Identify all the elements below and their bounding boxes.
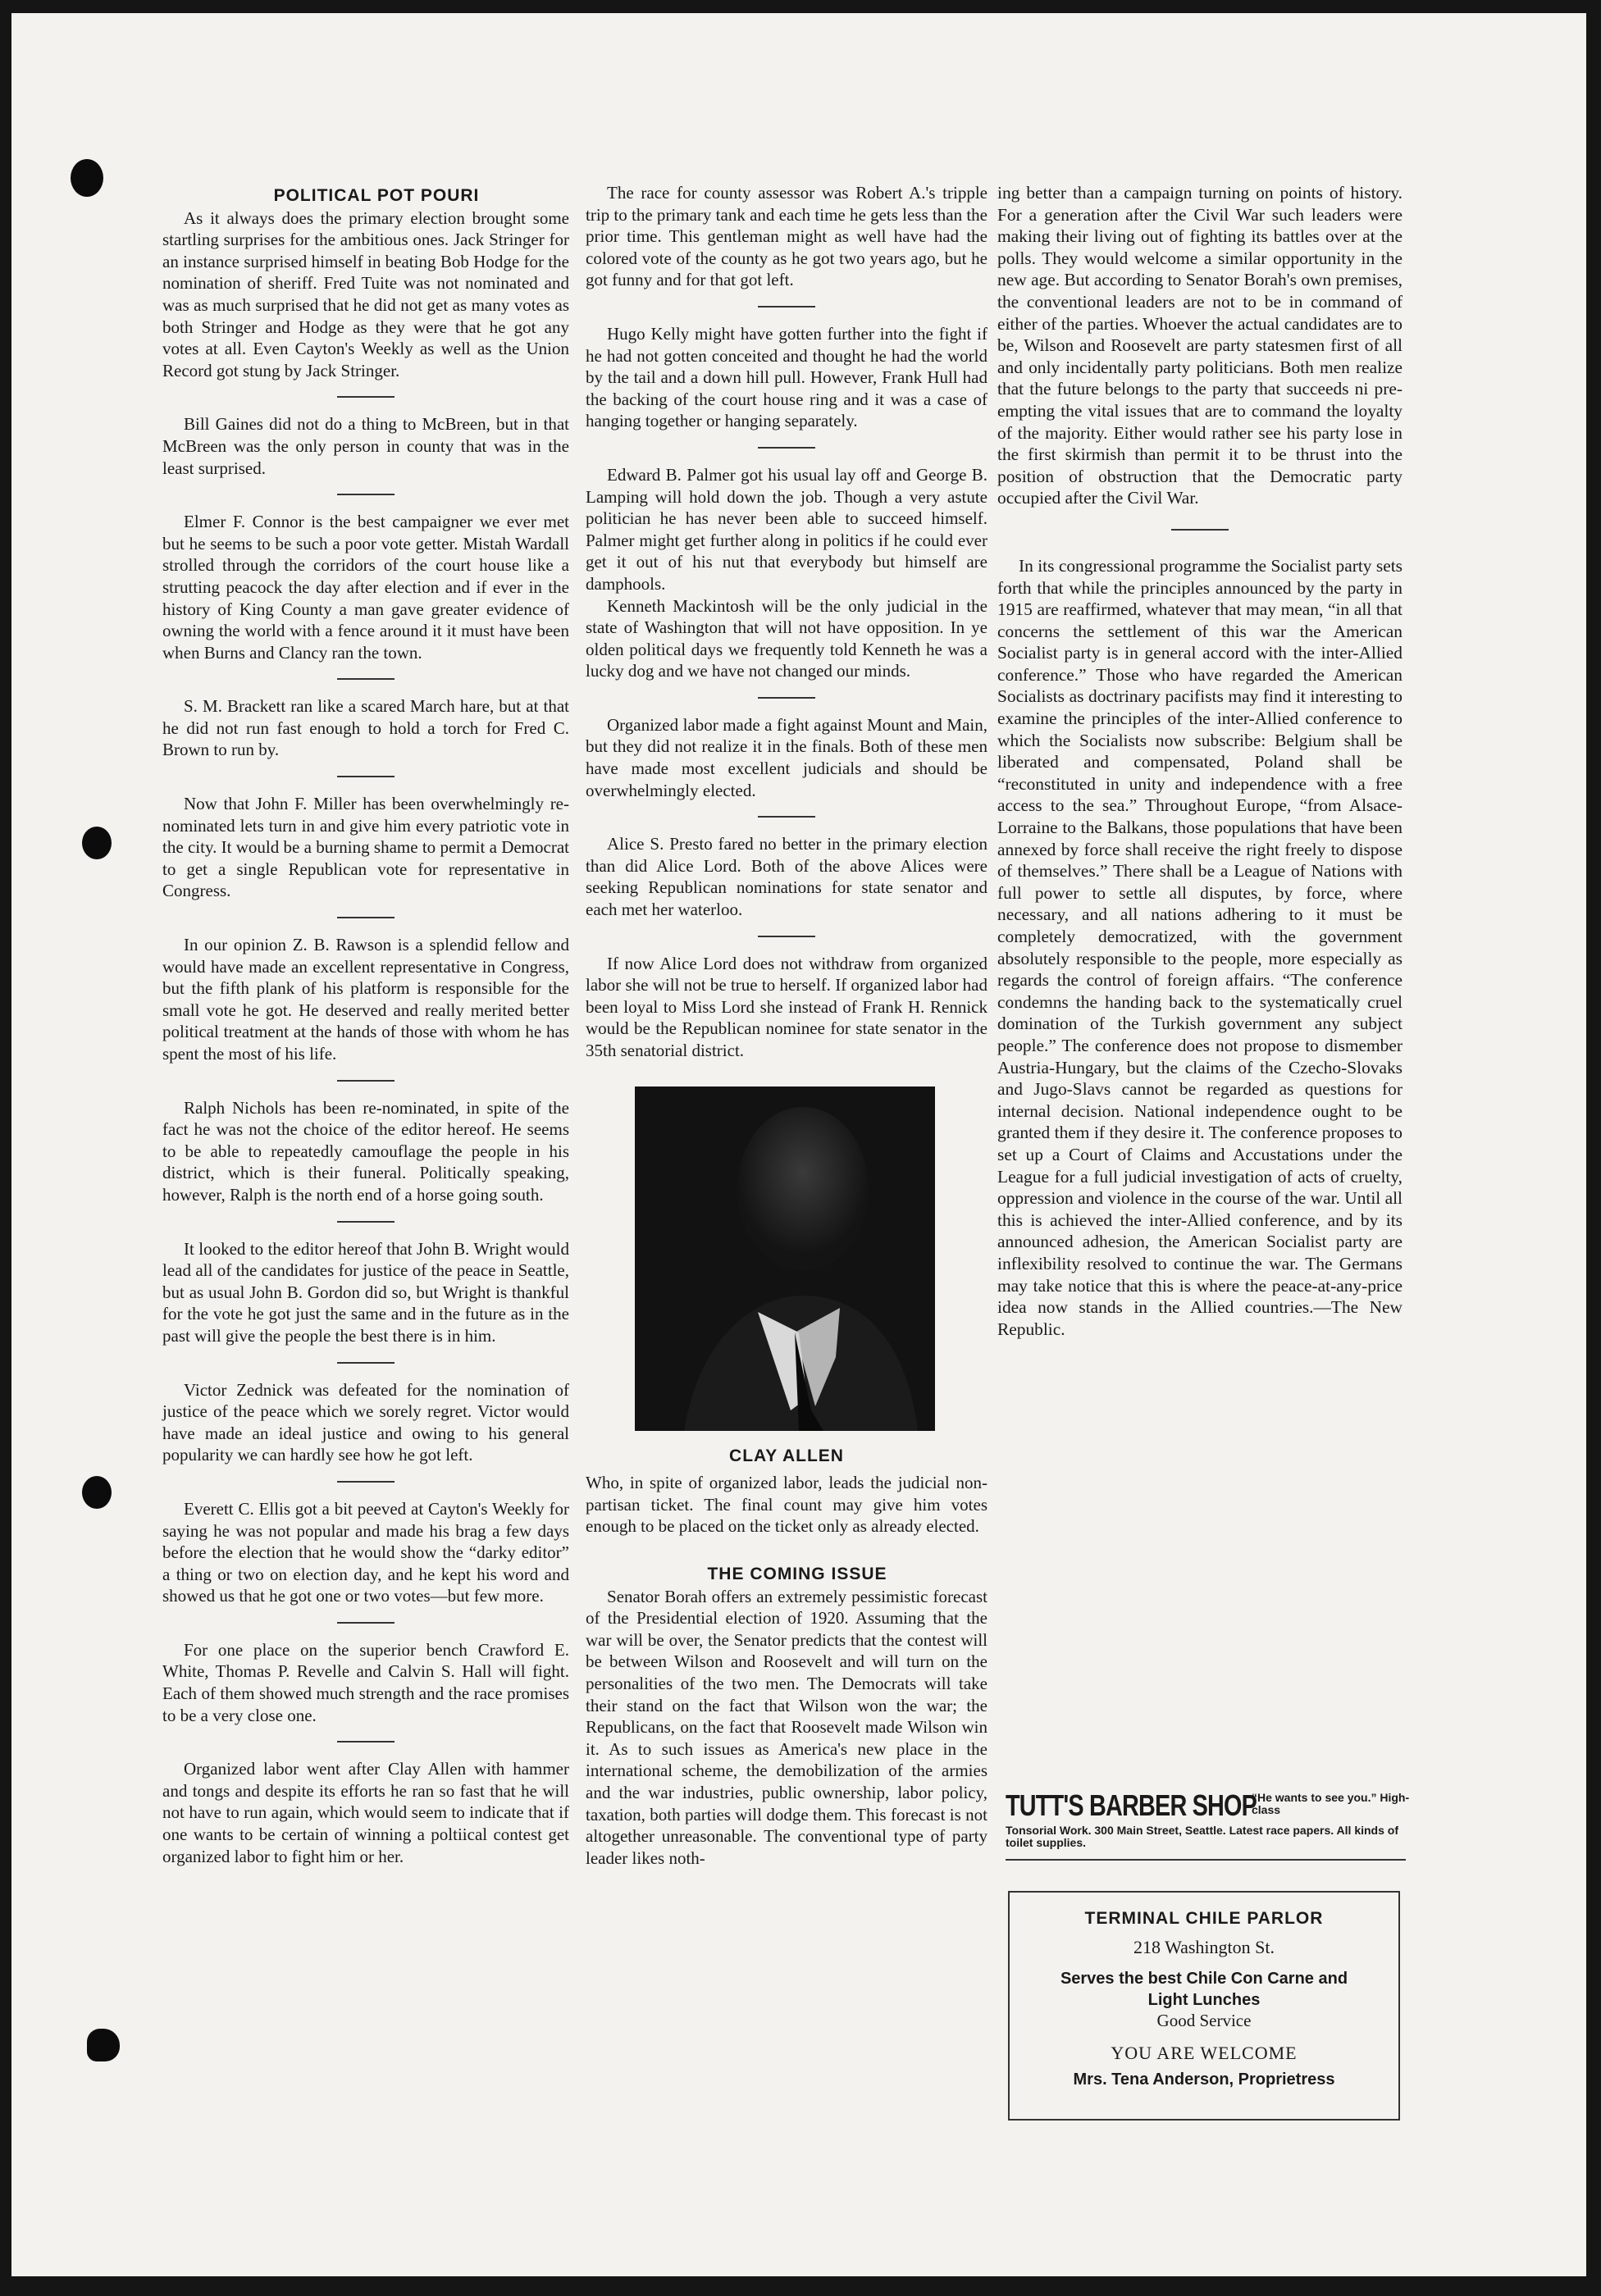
divider-rule bbox=[758, 306, 815, 308]
divider-rule bbox=[337, 776, 395, 777]
divider-rule bbox=[758, 816, 815, 818]
divider-rule bbox=[337, 678, 395, 680]
photo-caption-text: Who, in spite of organized labor, leads the judicial non-partisan ticket. The final count may give him votes enough to be placed on the ticket only as already elected. bbox=[586, 1473, 988, 1537]
chile-parlor-welcome: YOU ARE WELCOME bbox=[1111, 2043, 1298, 2063]
newspaper-page bbox=[11, 13, 1586, 2276]
chile-parlor-address: 218 Washington St. bbox=[1133, 1937, 1275, 1957]
divider-rule bbox=[337, 1741, 395, 1742]
divider-rule bbox=[758, 936, 815, 937]
paragraph: Ralph Nichols has been re-nominated, in spite of the fact he was not the choice of the editor hereof. He seems to be able to repeatedly camouflage the people in his district, which is their funeral. Politically speaking, however, Ralph is the north end of a horse going south. bbox=[162, 1097, 569, 1205]
paragraph: Hugo Kelly might have gotten further into the fight if he had not gotten conceited and thought he had the world by the tail and a down hill pull. However, Frank Hull had the backing of the court house ring and it was a case of hanging together or hanging separately. bbox=[586, 323, 988, 431]
paragraph: Senator Borah offers an extremely pessimistic forecast of the Presidential election of 1920. Assuming that the war will be over, the Senator predicts that the contest will be between Wilson and Roosevelt and will turn on the personalities of the two men. The Democrats will take their stand on the fact that Wilson won the war; the Republicans, on the fact that Roosevelt made Wilson win it. As to such issues as America's new place in the international scheme, the demobilization of the armies and the war industries, public ownership, labor policy, taxation, both parties will dodge them. This forecast is not altogether unreasonable. The conventional type of party leader likes noth- bbox=[586, 1586, 988, 1868]
chile-parlor-line3: Good Service bbox=[1156, 2011, 1252, 2030]
paragraph: In its congressional programme the Socialist party sets forth that while the principles announced by the party in 1915 are reaffirmed, whatever that may mean, “in all that concerns the settlement of this war the American Socialist party is in general accord with the inter-Allied conference.” Those who have regarded the American Socialists as doctrinary pacifists may find it interesting to examine the principles of the inter-Allied conference to which the Socialists now subscribe: Belgium shall be liberated and compensated, Poland shall be “reconstituted in unity and independence with a free access to the sea.” Throughout Europe, “from Alsace-Lorraine to the Balkans, those populations that have been annexed by force shall receive the right freely to dispose of themselves.” There shall be a League of Nations with full power to settle all disputes, by force, where necessary, and all nations adhering to it must be completely democratized, with the government absolutely responsible to the people, more especially as regards the control of foreign affairs. “The conference condemns the handing back to the systematically cruel domination of the Turkish government any subject people.” The conference does not propose to dismember Austria-Hungary, but the claims of the Czecho-Slovaks and Jugo-Slavs cannot be regarded as questions for internal decision. National independence ought to be granted them if they desire it. The conference proposes to set up a Court of Claims and Accustations under the League for a full judicial investigation of acts of cruelty, oppression and violence in the course of the war. Until all this is achieved the inter-Allied conference, and by its announced adhesion, the American Socialist party are inflexibility resolved to continue the war. The Germans may take notice that this is where the peace-at-any-price idea now stands in the Allied countries.—The New Republic. bbox=[997, 555, 1403, 1339]
paragraph: Kenneth Mackintosh will be the only judicial in the state of Washington that will not have opposition. In ye olden political days we frequently told Kenneth he was a lucky dog and we have not changed our minds. bbox=[586, 595, 988, 681]
paragraph: ing better than a campaign turning on points of history. For a generation after the Civil War such leaders were making their living out of fighting its battles over at the polls. They would welcome a similar opportunity in the new age. But according to Senator Borah's own premises, the conventional leaders are not to be in command of either of the parties. Whoever the actual candidates are to be, Wilson and Roosevelt are party statesmen first of all and only incidentally party politicians. Both men realize that the future belongs to the party that succeeds ni pre-empting the vital issues that are to command the loyalty of the majority. Either would rather see his party lose in the first skirmish than permit it to be thrust into the position of obstruction that the Democratic party occupied after the Civil War. bbox=[997, 183, 1403, 508]
divider-rule bbox=[337, 917, 395, 918]
divider-rule bbox=[337, 1362, 395, 1364]
paragraph: If now Alice Lord does not withdraw from organized labor she will not be true to herself. If organized labor had been loyal to Miss Lord she instead of Frank H. Rennick would be the Republican nominee for state senator in the 35th senatorial district. bbox=[586, 953, 988, 1060]
barber-shop-name: TUTT'S BARBER SHOP bbox=[1006, 1788, 1257, 1822]
paragraph: Now that John F. Miller has been overwhelmingly re-nominated lets turn in and give him every patriotic vote in the city. It would be a burning shame to permit a Democrat to get a single Republican vote for representative in Congress. bbox=[162, 794, 569, 901]
paragraph: The race for county assessor was Robert A.'s tripple trip to the primary tank and each time he gets less than the prior time. This gentleman might as well have had the colored vote of the county as he got two years ago, but he got funny and for that got left. bbox=[586, 183, 988, 290]
column-political-pot-pouri bbox=[162, 185, 569, 1867]
chile-parlor-line1: Serves the best Chile Con Carne and bbox=[1060, 1970, 1348, 1988]
divider-rule bbox=[758, 447, 815, 449]
chile-parlor-name: TERMINAL CHILE PARLOR bbox=[1084, 1909, 1324, 1928]
divider-rule bbox=[337, 1221, 395, 1223]
paragraph: Organized labor went after Clay Allen with hammer and tongs and despite its efforts he ran so fast that he will not have to run again, which would seem to indicate that if one wants to be certain of winning a poltiical contest get organized labor to fight him or her. bbox=[162, 1759, 569, 1866]
paragraph: It looked to the editor hereof that John B. Wright would lead all of the candidates for justice of the peace in Seattle, but as usual John B. Gordon did so, but Wright is thankful for the vote he got just the same and in the future as in the past will give the people the best there is in him. bbox=[162, 1238, 569, 1346]
chile-parlor-ad bbox=[1008, 1891, 1400, 2121]
paragraph: S. M. Brackett ran like a scared March hare, but at that he did not run fast enough to hold a torch for Fred C. Brown to run by. bbox=[162, 696, 569, 760]
chile-parlor-proprietor: Mrs. Tena Anderson, Proprietress bbox=[1073, 2070, 1335, 2089]
article-heading: THE COMING ISSUE bbox=[707, 1564, 887, 1583]
binding-hole-4 bbox=[87, 2029, 120, 2061]
barber-shop-details: Tonsorial Work. 300 Main Street, Seattle. Latest race papers. All kinds of toilet supplies. bbox=[1006, 1824, 1399, 1849]
divider-rule bbox=[1171, 529, 1229, 531]
paragraph: Everett C. Ellis got a bit peeved at Cayton's Weekly for saying he was not popular and made his brag a few days before the election that he would show the “darky editor” a thing or two on election day, and he kept his word and showed us that he got one or two votes—but few more. bbox=[162, 1498, 569, 1606]
paragraph: Organized labor made a fight against Mount and Main, but they did not realize it in the finals. Both of these men have made most excellent judicials and should be overwhelmingly elected. bbox=[586, 714, 988, 800]
binding-hole-2 bbox=[82, 827, 112, 859]
paragraph: Victor Zednick was defeated for the nomination of justice of the peace which we sorely regret. Victor would have made an ideal justice and owing to his general popularity we can hardly see how he got left. bbox=[162, 1379, 569, 1465]
divider-rule bbox=[337, 1481, 395, 1483]
paragraph: Elmer F. Connor is the best campaigner we ever met but he seems to be such a poor vote getter. Mistah Wardall strolled through the corridors of the court house like a strutting peacock the day after election and if ever in the history of King County a man gave greater evidence of owning the world with a fence around it it must have been when Burns and Clancy ran the town. bbox=[162, 512, 569, 663]
barber-shop-ad bbox=[1006, 1788, 1410, 1861]
chile-parlor-line2: Light Lunches bbox=[1147, 1991, 1261, 2009]
divider-rule bbox=[337, 494, 395, 495]
column-right bbox=[997, 182, 1403, 1340]
paragraph: For one place on the superior bench Crawford E. White, Thomas P. Revelle and Calvin S. Hall will fight. Each of them showed much strength and the race promises to be a very close one. bbox=[162, 1639, 569, 1725]
portrait-block bbox=[586, 1086, 988, 1439]
paragraph: Bill Gaines did not do a thing to McBreen, but in that McBreen was the only person in county that was in the least surprised. bbox=[162, 414, 569, 478]
divider-rule bbox=[337, 1080, 395, 1082]
paragraph: Alice S. Presto fared no better in the primary election than did Alice Lord. Both of the above Alices were seeking Republican nominations for state senator and each met her waterloo. bbox=[586, 834, 988, 920]
article-heading: POLITICAL POT POURI bbox=[273, 186, 480, 205]
barber-shop-tagline: “He wants to see you.” High-class bbox=[1252, 1791, 1410, 1816]
binding-hole-3 bbox=[82, 1476, 112, 1509]
paragraph: In our opinion Z. B. Rawson is a splendid fellow and would have made an excellent representative in Congress, but the fifth plank of his platform is responsible for the small vote he got. He deserved and really merited better political treatment at the hands of those with whom he has spent the most of his life. bbox=[162, 935, 569, 1064]
portrait-photo bbox=[635, 1086, 935, 1431]
binding-hole-1 bbox=[71, 159, 103, 197]
paragraph: Edward B. Palmer got his usual lay off and George B. Lamping will hold down the job. Though a very astute politician he has never been able to succeed himself. Palmer might get further along in politics if he could ever get it out of his nut that everybody but himself are damphools. bbox=[586, 464, 988, 594]
divider-rule bbox=[758, 697, 815, 699]
column-middle bbox=[586, 182, 988, 1869]
paragraph: As it always does the primary election brought some startling surprises for the ambitious ones. Jack Stringer for an instance surprised himself in beating Bob Hodge for the nomination of sheriff. Fred Tuite was not nominated and was as much surprised that he did not get as many votes as both Stringer and Hodge as they were that he got any votes at all. Even Cayton's Weekly as well as the Union Record got stung by Jack Stringer. bbox=[162, 207, 569, 380]
portrait-image bbox=[635, 1086, 935, 1431]
photo-caption-name: CLAY ALLEN bbox=[729, 1446, 844, 1465]
divider-rule bbox=[337, 1622, 395, 1624]
divider-rule bbox=[337, 396, 395, 398]
